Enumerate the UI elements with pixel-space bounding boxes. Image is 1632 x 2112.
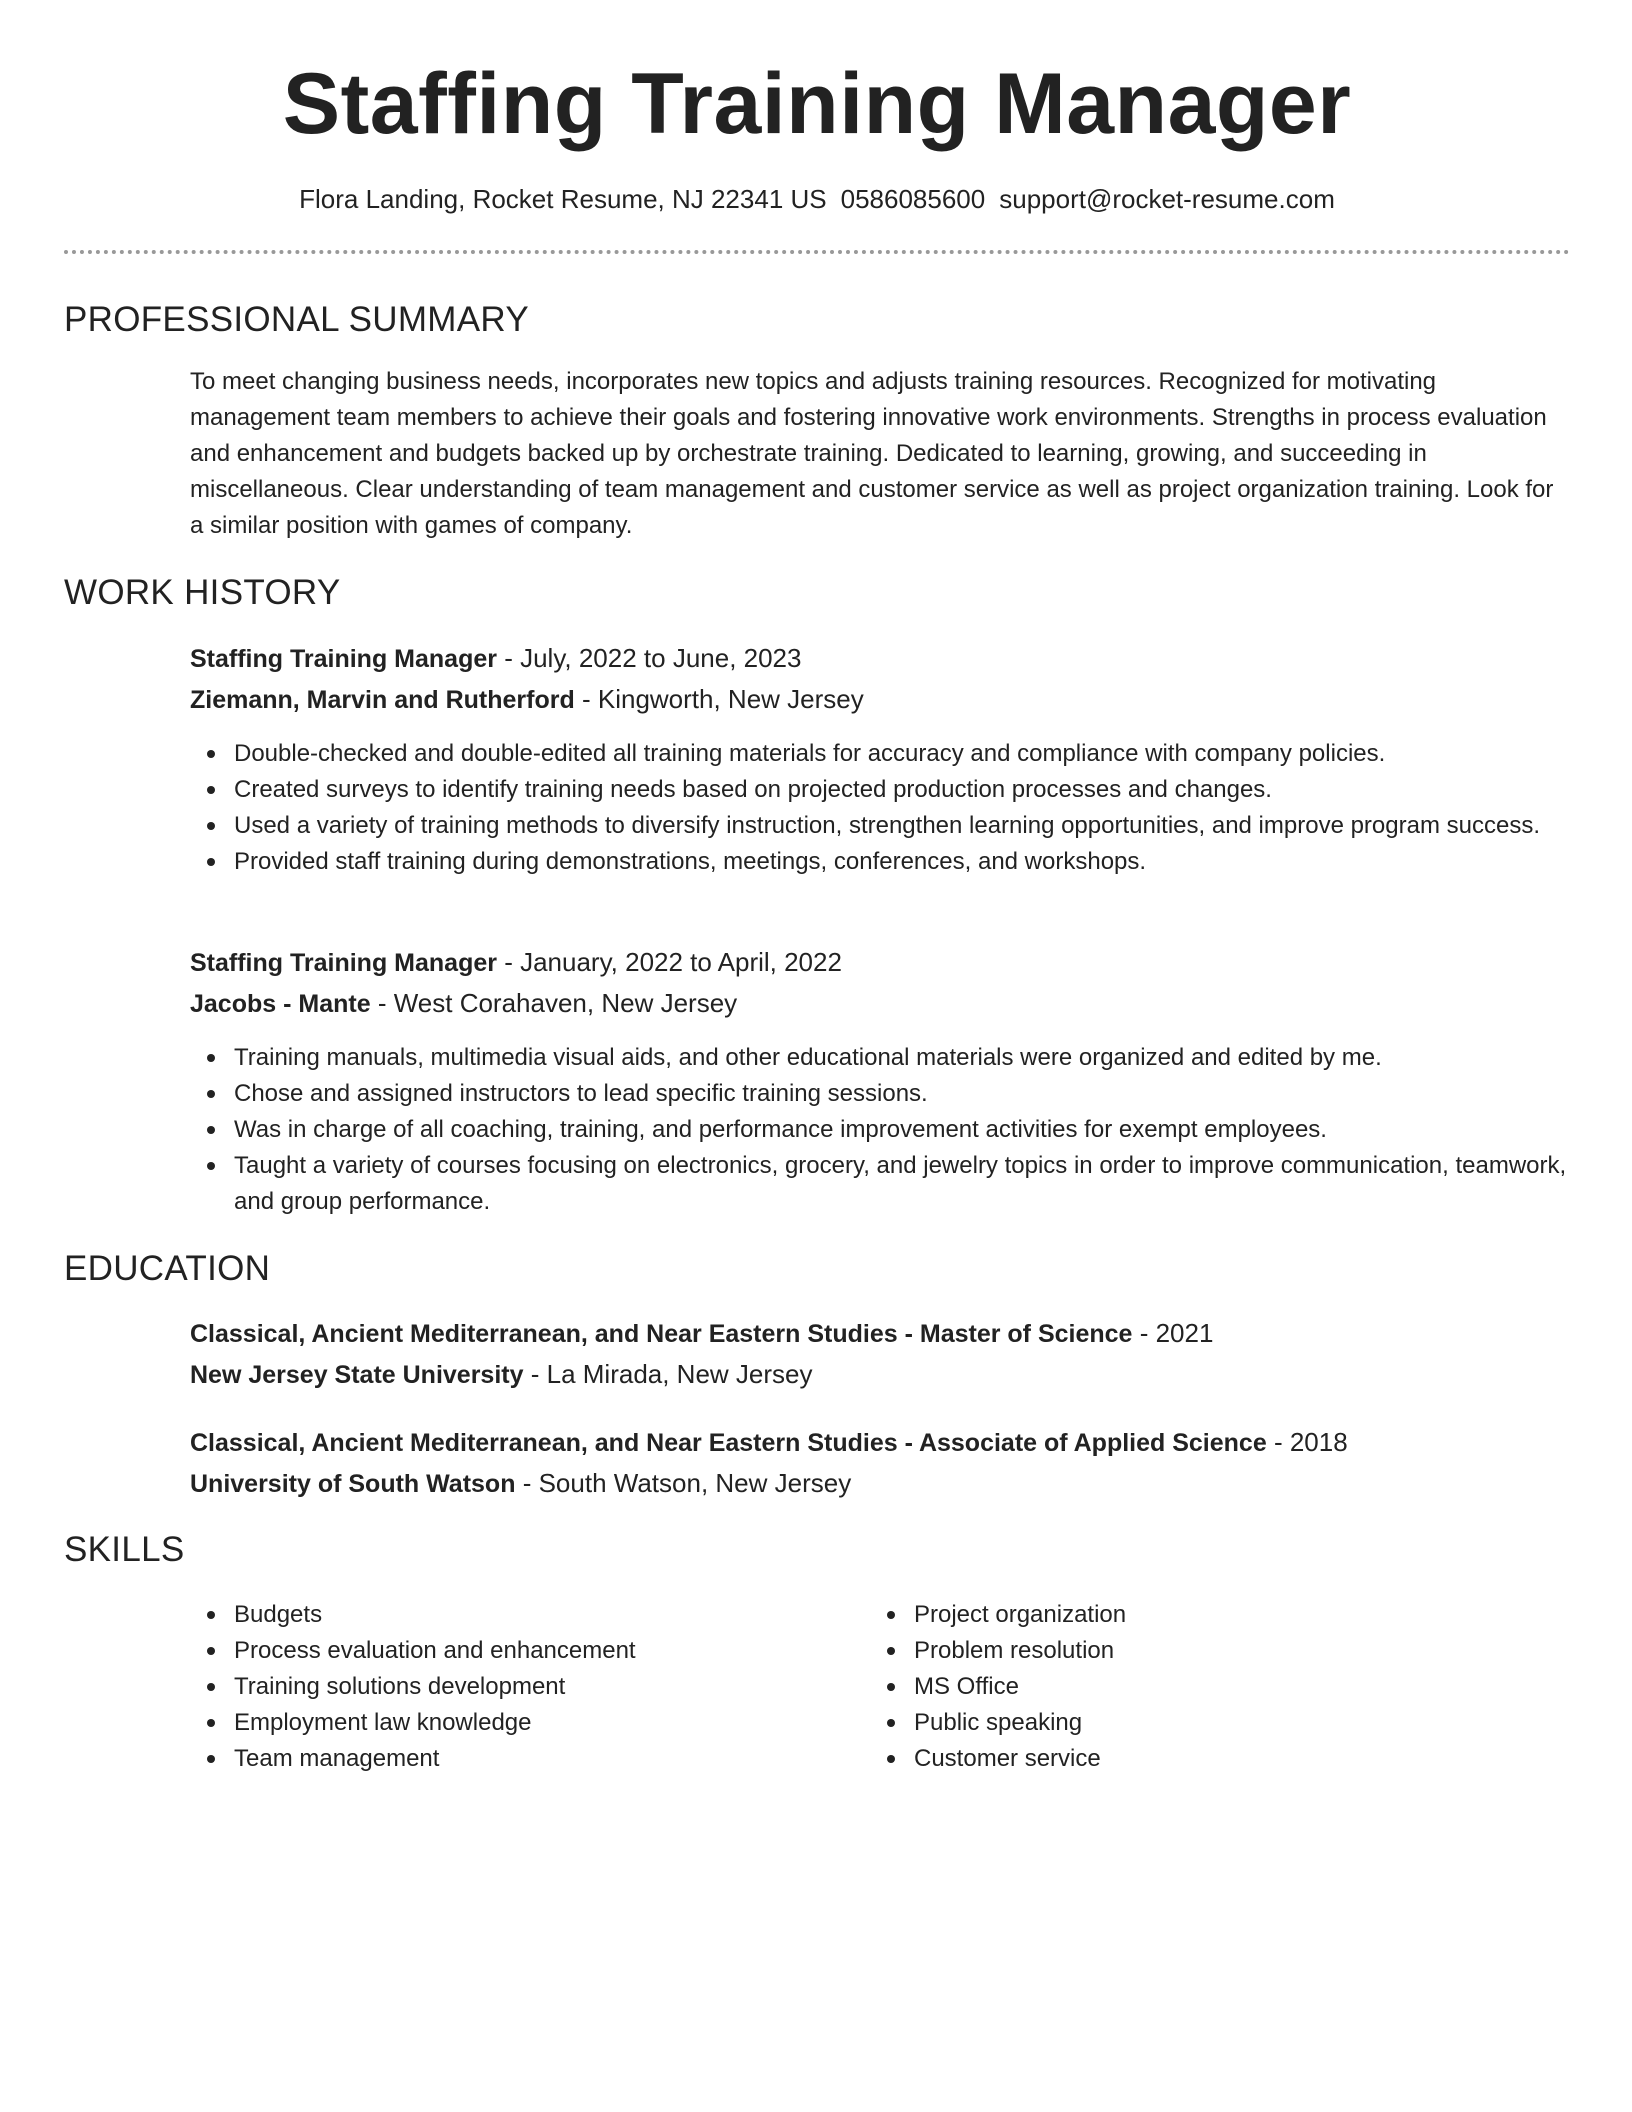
section-title-skills: SKILLS <box>64 1530 185 1569</box>
list-item: Provided staff training during demonstrations, meetings, conferences, and workshops. <box>190 844 1570 880</box>
school-name: University of South Watson <box>190 1470 516 1498</box>
company-name: Jacobs - Mante <box>190 990 371 1018</box>
school-line <box>190 1354 1570 1395</box>
skill-item: Team management <box>190 1741 870 1777</box>
work-entry <box>190 942 1570 1220</box>
skill-item: MS Office <box>870 1669 1550 1705</box>
job-dates: - January, 2022 to April, 2022 <box>496 947 842 977</box>
contact-line <box>64 181 1570 217</box>
contact-phone: 0586085600 <box>840 184 986 214</box>
degree-line <box>190 1313 1570 1354</box>
list-item: Used a variety of training methods to diversify instruction, strengthen learning opportunities, and improve program success. <box>190 808 1570 844</box>
list-item: Training manuals, multimedia visual aids, and other educational materials were organized and edited by me. <box>190 1040 1570 1076</box>
company-line <box>190 679 1570 720</box>
education-entry <box>190 1313 1570 1395</box>
list-item: Was in charge of all coaching, training, and performance improvement activities for exempt employees. <box>190 1112 1570 1148</box>
degree-name: Classical, Ancient Mediterranean, and Near Eastern Studies - Associate of Applied Science <box>190 1429 1267 1457</box>
skill-item: Training solutions development <box>190 1669 870 1705</box>
school-name: New Jersey State University <box>190 1361 524 1389</box>
skills-list-right <box>870 1597 1550 1777</box>
job-title: Staffing Training Manager <box>190 645 497 673</box>
contact-address: Flora Landing, Rocket Resume, NJ 22341 US <box>299 184 827 214</box>
skill-item: Employment law knowledge <box>190 1705 870 1741</box>
header-divider <box>64 250 1570 254</box>
degree-line <box>190 1422 1570 1463</box>
school-location: - South Watson, New Jersey <box>515 1468 852 1498</box>
job-title-line <box>190 638 1570 679</box>
school-line <box>190 1463 1570 1504</box>
job-dates: - July, 2022 to June, 2023 <box>496 643 802 673</box>
skill-item: Public speaking <box>870 1705 1550 1741</box>
degree-year: - 2018 <box>1266 1427 1348 1457</box>
skill-item: Project organization <box>870 1597 1550 1633</box>
section-title-summary: PROFESSIONAL SUMMARY <box>64 300 529 339</box>
company-line <box>190 983 1570 1024</box>
skills-list-left <box>190 1597 870 1777</box>
job-title-line <box>190 942 1570 983</box>
education-entry <box>190 1422 1570 1504</box>
summary-text: To meet changing business needs, incorporates new topics and adjusts training resources. Recognized for motivating management team members to achieve their goals and fostering innovative work environments. Strengths in process evaluation and enhancement and budgets backed up by orchestrate training. Dedicated to learning, growing, and succeeding in miscellaneous. Clear understanding of team management and customer service as well as project organization training. Look for a similar position with games of company. <box>190 368 1554 539</box>
job-bullets <box>190 736 1570 880</box>
company-location: - Kingworth, New Jersey <box>574 684 864 714</box>
list-item: Double-checked and double-edited all training materials for accuracy and compliance with company policies. <box>190 736 1570 772</box>
list-item: Chose and assigned instructors to lead specific training sessions. <box>190 1076 1570 1112</box>
company-location: - West Corahaven, New Jersey <box>370 988 738 1018</box>
skill-item: Problem resolution <box>870 1633 1550 1669</box>
contact-email: support@rocket-resume.com <box>999 184 1335 214</box>
section-title-work: WORK HISTORY <box>64 573 341 612</box>
job-bullets <box>190 1040 1570 1220</box>
section-title-education: EDUCATION <box>64 1249 271 1288</box>
skill-item: Customer service <box>870 1741 1550 1777</box>
resume-name: Staffing Training Manager <box>282 56 1352 152</box>
company-name: Ziemann, Marvin and Rutherford <box>190 686 575 714</box>
degree-year: - 2021 <box>1132 1318 1214 1348</box>
skill-item: Budgets <box>190 1597 870 1633</box>
school-location: - La Mirada, New Jersey <box>523 1359 813 1389</box>
degree-name: Classical, Ancient Mediterranean, and Near Eastern Studies - Master of Science <box>190 1320 1133 1348</box>
job-title: Staffing Training Manager <box>190 949 497 977</box>
skill-item: Process evaluation and enhancement <box>190 1633 870 1669</box>
work-entry <box>190 638 1570 880</box>
list-item: Taught a variety of courses focusing on electronics, grocery, and jewelry topics in order to improve communication, teamwork, and group performance. <box>190 1148 1570 1220</box>
list-item: Created surveys to identify training needs based on projected production processes and changes. <box>190 772 1570 808</box>
